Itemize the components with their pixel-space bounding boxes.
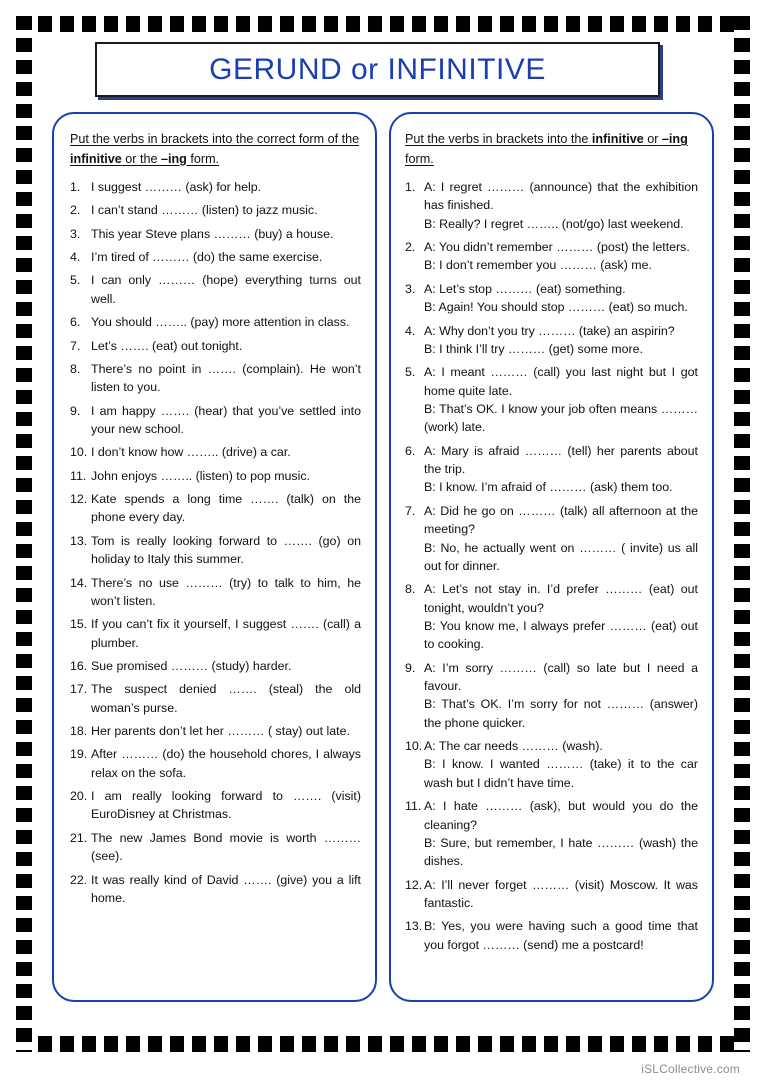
item-text: It was really kind of David ……. (give) you a lift home. xyxy=(91,872,361,905)
item-text xyxy=(424,322,698,359)
item-text: I can only ……… (hope) everything turns out well. xyxy=(91,273,361,306)
item-number: 13. xyxy=(70,533,88,548)
item-number: 7. xyxy=(405,503,416,518)
item-number: 6. xyxy=(70,315,81,330)
item-number: 19. xyxy=(70,747,88,762)
item-number: 3. xyxy=(70,226,81,241)
list-item xyxy=(70,271,361,308)
item-text: After ……… (do) the household chores, I always relax on the sofa. xyxy=(91,747,361,780)
item-number: 18. xyxy=(70,724,88,739)
item-number: 12. xyxy=(70,492,88,507)
item-text: If you can’t fix it yourself, I suggest ……. (call) a plumber. xyxy=(91,617,361,650)
list-item xyxy=(70,722,361,740)
question-list-right xyxy=(405,178,698,954)
dialogue-line: B: You know me, I always prefer ……… (eat) out to cooking. xyxy=(424,618,698,652)
item-number: 14. xyxy=(70,575,88,590)
item-number: 16. xyxy=(70,658,88,673)
dialogue-line: B: I think I’ll try ……… (get) some more. xyxy=(424,341,643,356)
dialogue-line: A: Let’s stop ……… (eat) something. xyxy=(424,281,626,296)
list-item xyxy=(70,871,361,908)
item-number: 6. xyxy=(405,443,416,458)
item-number: 8. xyxy=(405,582,416,597)
dialogue-line: B: Again! You should stop ……… (eat) so much. xyxy=(424,300,688,315)
dialogue-line: B: No, he actually went on ……… ( invite) us all out for dinner. xyxy=(424,540,698,573)
dialogue-line: B: Sure, but remember, I hate ……… (wash) the dishes. xyxy=(424,835,698,869)
question-list-left xyxy=(70,178,361,907)
list-item xyxy=(70,490,361,527)
item-text: There’s no use ……… (try) to talk to him, he won’t listen. xyxy=(91,575,361,608)
list-item xyxy=(70,615,361,652)
dialogue-line: B: That’s OK. I’m sorry for not ……… (answer) the phone quicker. xyxy=(424,697,698,730)
item-text: The suspect denied ……. (steal) the old woman’s purse. xyxy=(91,682,361,715)
item-text: Tom is really looking forward to ……. (go) on holiday to Italy this summer. xyxy=(91,533,361,567)
item-number: 9. xyxy=(405,660,416,675)
dialogue-line: A: I hate ……… (ask), but would you do the cleaning? xyxy=(424,799,698,832)
item-number: 8. xyxy=(70,361,81,376)
item-number: 2. xyxy=(70,203,81,218)
item-text: I suggest ……… (ask) for help. xyxy=(91,180,262,195)
item-number: 5. xyxy=(405,365,416,380)
item-text: Her parents don’t let her ……… ( stay) out late. xyxy=(91,724,350,739)
list-item xyxy=(70,313,361,331)
list-item xyxy=(70,829,361,866)
item-text: I am happy ……. (hear) that you’ve settled into your new school. xyxy=(91,403,361,436)
list-item xyxy=(70,787,361,824)
item-text: There’s no point in ……. (complain). He won’t listen to you. xyxy=(91,361,361,395)
item-text: I don’t know how …….. (drive) a car. xyxy=(91,445,291,460)
border-strip-top xyxy=(16,16,750,32)
instructions-right: Put the verbs in brackets into the infinitive or –ing form. xyxy=(405,132,688,166)
item-text xyxy=(424,238,698,275)
list-item xyxy=(405,659,698,732)
item-number: 3. xyxy=(405,281,416,296)
dialogue-line: A: Mary is afraid ……… (tell) her parents about the trip. xyxy=(424,443,698,477)
list-item xyxy=(70,248,361,266)
item-number: 11. xyxy=(70,468,87,483)
item-text: You should …….. (pay) more attention in class. xyxy=(91,315,350,330)
item-text xyxy=(424,580,698,653)
dialogue-line: A: Why don’t you try ……… (take) an aspirin? xyxy=(424,323,675,338)
item-text: This year Steve plans ……… (buy) a house. xyxy=(91,226,334,241)
dialogue-line: A: I’ll never forget ……… (visit) Moscow. It was fantastic. xyxy=(424,877,698,910)
dialogue-line: B: I know. I’m afraid of ……… (ask) them too. xyxy=(424,480,673,495)
border-strip-right xyxy=(734,16,750,1052)
dialogue-line: B: That’s OK. I know your job often means ……… (work) late. xyxy=(424,401,698,435)
item-number: 13. xyxy=(405,919,423,934)
list-item xyxy=(70,225,361,243)
item-number: 20. xyxy=(70,789,88,804)
dialogue-line: B: I know. I wanted ……… (take) it to the car wash but I didn’t have time. xyxy=(424,757,698,790)
border-strip-left xyxy=(16,16,32,1052)
list-item xyxy=(70,467,361,485)
site-watermark: iSLCollective.com xyxy=(641,1062,740,1076)
item-text: Kate spends a long time ……. (talk) on the phone every day. xyxy=(91,492,361,525)
dialogue-line: B: Really? I regret …….. (not/go) last weekend. xyxy=(424,216,684,231)
item-number: 11. xyxy=(405,799,422,814)
item-text xyxy=(424,502,698,575)
item-number: 10. xyxy=(405,739,423,754)
item-number: 17. xyxy=(70,682,88,697)
item-number: 12. xyxy=(405,877,423,892)
list-item xyxy=(405,178,698,233)
list-item xyxy=(405,917,698,954)
dialogue-line: A: Did he go on ……… (talk) all afternoon at the meeting? xyxy=(424,503,698,537)
list-item xyxy=(405,737,698,792)
list-item xyxy=(70,680,361,717)
item-text xyxy=(424,178,698,233)
border-strip-bottom xyxy=(16,1036,750,1052)
exercise-column-right xyxy=(389,112,714,1002)
list-item xyxy=(70,402,361,439)
list-item xyxy=(70,574,361,611)
item-text: The new James Bond movie is worth ……… (see). xyxy=(91,830,361,864)
list-item xyxy=(70,532,361,569)
item-number: 4. xyxy=(405,323,416,338)
list-item xyxy=(405,363,698,436)
item-number: 21. xyxy=(70,830,88,845)
item-text: I can’t stand ……… (listen) to jazz music. xyxy=(91,203,318,218)
item-number: 2. xyxy=(405,240,416,255)
exercise-column-left xyxy=(52,112,377,1002)
item-text xyxy=(424,442,698,497)
item-text xyxy=(424,917,698,954)
list-item xyxy=(70,337,361,355)
item-text: Sue promised ……… (study) harder. xyxy=(91,658,292,673)
dialogue-line: B: I don’t remember you ……… (ask) me. xyxy=(424,258,652,273)
list-item xyxy=(70,360,361,397)
item-number: 10. xyxy=(70,445,88,460)
item-number: 5. xyxy=(70,273,81,288)
exercise-columns xyxy=(52,112,714,1002)
item-number: 1. xyxy=(70,180,81,195)
dialogue-line: A: I’m sorry ……… (call) so late but I need a favour. xyxy=(424,660,698,694)
item-text xyxy=(424,659,698,732)
dialogue-line: A: You didn’t remember ……… (post) the letters. xyxy=(424,240,690,255)
item-number: 4. xyxy=(70,250,81,265)
dialogue-line: A: Let’s not stay in. I’d prefer ……… (eat) out tonight, wouldn’t you? xyxy=(424,582,698,615)
instructions-left: Put the verbs in brackets into the correct form of the infinitive or the –ing form. xyxy=(70,132,360,166)
list-item xyxy=(70,745,361,782)
dialogue-line: A: The car needs ……… (wash). xyxy=(424,739,603,754)
list-item xyxy=(405,797,698,870)
list-item xyxy=(405,442,698,497)
page-title: GERUND or INFINITIVE xyxy=(209,52,546,86)
item-text xyxy=(424,737,698,792)
item-text: I am really looking forward to ……. (visit) EuroDisney at Christmas. xyxy=(91,789,361,822)
list-item xyxy=(70,657,361,675)
item-text: John enjoys …….. (listen) to pop music. xyxy=(91,468,310,483)
item-text xyxy=(424,876,698,913)
item-text xyxy=(424,280,698,317)
dialogue-line: A: I meant ……… (call) you last night but I got home quite late. xyxy=(424,365,698,398)
list-item xyxy=(70,201,361,219)
dialogue-line: B: Yes, you were having such a good time that you forgot ……… (send) me a postcard! xyxy=(424,919,698,952)
list-item xyxy=(70,443,361,461)
list-item xyxy=(70,178,361,196)
list-item xyxy=(405,238,698,275)
item-number: 22. xyxy=(70,872,88,887)
list-item xyxy=(405,280,698,317)
list-item xyxy=(405,322,698,359)
item-text xyxy=(424,797,698,870)
worksheet-title-box xyxy=(95,42,660,97)
list-item xyxy=(405,876,698,913)
item-text: I’m tired of ……… (do) the same exercise. xyxy=(91,250,323,265)
list-item xyxy=(405,580,698,653)
dialogue-line: A: I regret ……… (announce) that the exhibition has finished. xyxy=(424,180,698,213)
list-item xyxy=(405,502,698,575)
item-text: Let’s ……. (eat) out tonight. xyxy=(91,338,243,353)
item-number: 9. xyxy=(70,403,81,418)
item-text xyxy=(424,363,698,436)
item-number: 1. xyxy=(405,180,416,195)
item-number: 15. xyxy=(70,617,88,632)
item-number: 7. xyxy=(70,338,81,353)
